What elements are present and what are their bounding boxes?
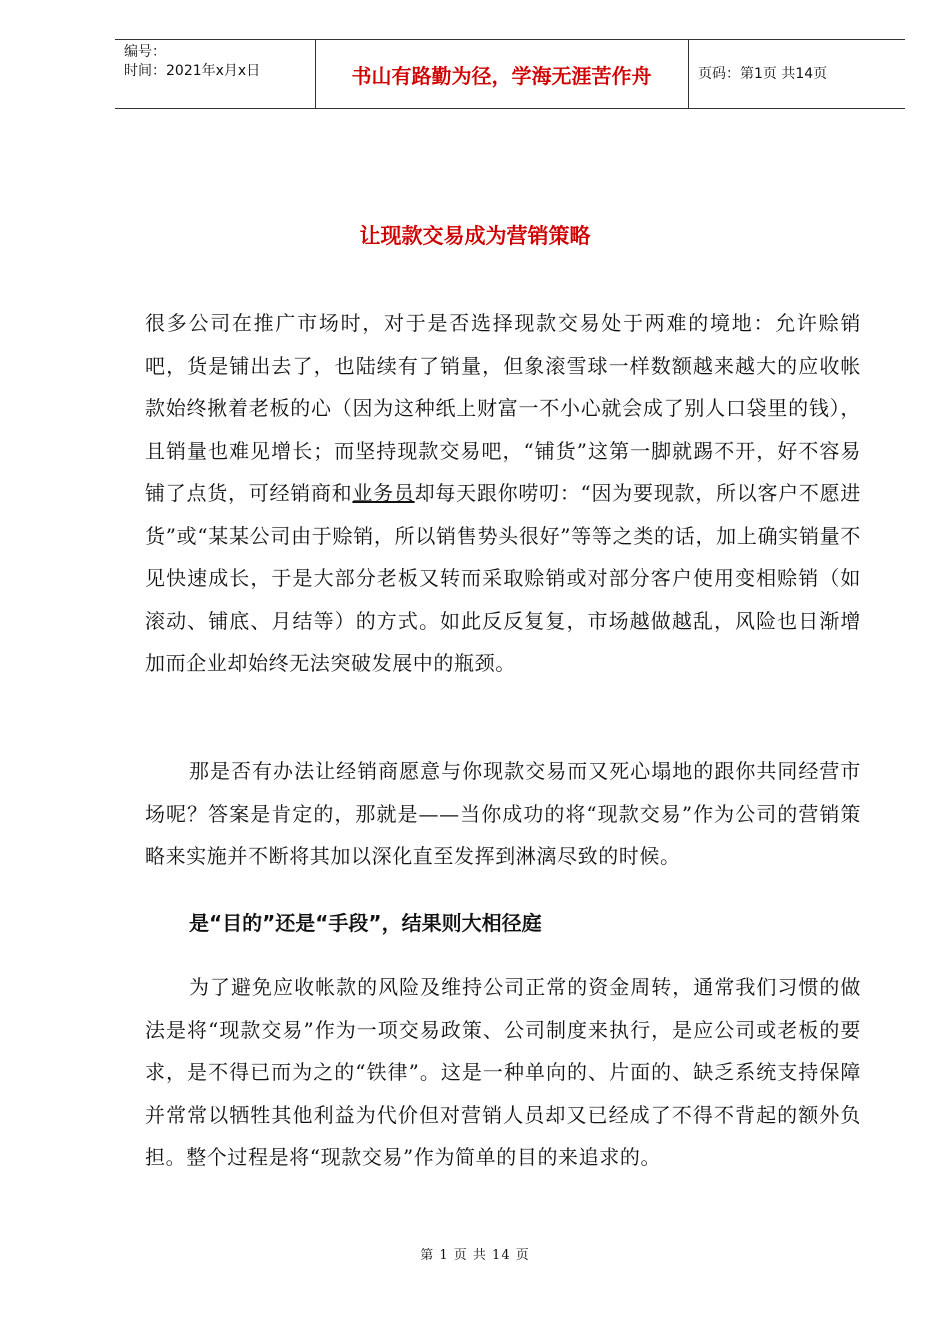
paragraph-1-text-a: 很多公司在推广市场时，对于是否选择现款交易处于两难的境地：允许赊销吧，货是铺出去了，也陆续有了销量，但象滚雪球一样数额越来越大的应收帐款始终揪着老板的心（因为这种纸上财富一不小心就会成了别人口袋里的钱），且销量也难见增长；而坚持现款交易吧，“铺货”这第一脚就踢不开，好不容易铺了点货，可经销商和 bbox=[145, 311, 861, 505]
motto-text: 书山有路勤为径，学海无涯苦作舟 bbox=[351, 64, 652, 88]
footer-page-indicator: 第 1 页 共 14 页 bbox=[420, 1248, 530, 1263]
salesperson-link[interactable]: 业务员 bbox=[352, 481, 415, 505]
header-page-cell bbox=[688, 40, 905, 108]
document-title: 让现款交易成为营销策略 bbox=[359, 224, 591, 248]
number-label: 编号： bbox=[124, 44, 166, 60]
section-subheading: 是“目的”还是“手段”，结果则大相径庭 bbox=[189, 911, 542, 935]
header-table bbox=[115, 39, 905, 109]
page-code: 页码：第1页 共14页 bbox=[698, 66, 828, 82]
paragraph-1 bbox=[145, 302, 861, 685]
paragraph-1-text-b: 却每天跟你唠叨：“因为要现款，所以客户不愿进货”或“某某公司由于赊销，所以销售势头很好”等等之类的话，加上确实销量不见快速成长，于是大部分老板又转而采取赊销或对部分客户使用变相赊销（如滚动、铺底、月结等）的方式。如此反反复复，市场越做越乱，风险也日渐增加而企业却始终无法突破发展中的瓶颈。 bbox=[145, 481, 861, 675]
paragraph-3: 为了避免应收帐款的风险及维持公司正常的资金周转，通常我们习惯的做法是将“现款交易”作为一项交易政策、公司制度来执行，是应公司或老板的要求，是不得已而为之的“铁律”。这是一种单向的、片面的、缺乏系统支持保障并常常以牺牲其他利益为代价但对营销人员却又已经成了不得不背起的额外负担。整个过程是将“现款交易”作为简单的目的来追求的。 bbox=[145, 975, 861, 1169]
header-meta-cell bbox=[115, 40, 316, 108]
header-motto-cell bbox=[315, 40, 689, 108]
paragraph-2: 那是否有办法让经销商愿意与你现款交易而又死心塌地的跟你共同经营市场呢？答案是肯定的，那就是——当你成功的将“现款交易”作为公司的营销策略来实施并不断将其加以深化直至发挥到淋漓尽致的时候。 bbox=[145, 759, 861, 868]
time-label: 时间：2021年x月x日 bbox=[124, 63, 261, 79]
